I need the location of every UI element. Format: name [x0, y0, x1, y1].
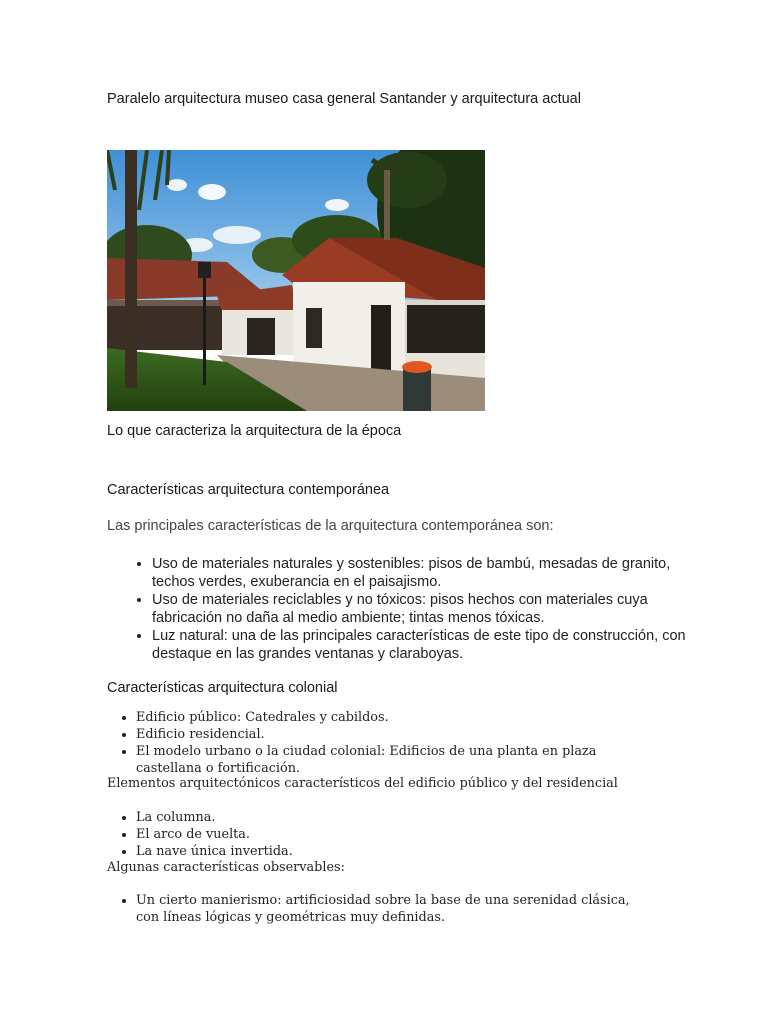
contemporanea-list: [107, 555, 692, 663]
list-item: • Edificio público: Catedrales y cabildos.: [136, 709, 656, 726]
colonial-list: [107, 709, 656, 777]
list-item: • El arco de vuelta.: [136, 826, 656, 843]
heading-contemporanea: Características arquitectura contemporánea: [107, 482, 390, 498]
elementos-list: [107, 809, 656, 860]
list-item: • Luz natural: una de las principales características de este tipo de construcción, con destaque en las grandes ventanas y claraboyas.: [152, 627, 692, 663]
photo-illustration: [107, 150, 485, 411]
elementos-intro: Elementos arquitectónicos característicos del edificio público y del residencial: [107, 776, 618, 791]
algunas-list: [107, 892, 636, 926]
list-item: • Uso de materiales reciclables y no tóxicos: pisos hechos con materiales cuya fabricación no daña al medio ambiente; tintas menos tóxicas.: [152, 591, 692, 627]
list-item: • Uso de materiales naturales y sostenibles: pisos de bambú, mesadas de granito, techos verdes, exuberancia en el paisajismo.: [152, 555, 692, 591]
intro-contemporanea: Las principales características de la arquitectura contemporánea son:: [107, 518, 554, 534]
list-item: • Un cierto manierismo: artificiosidad sobre la base de una serenidad clásica, con líneas lógicas y geométricas muy definidas.: [136, 892, 636, 926]
document-title: Paralelo arquitectura museo casa general Santander y arquitectura actual: [107, 91, 581, 107]
colonial-house-photo: [107, 150, 485, 411]
list-item: • La nave única invertida.: [136, 843, 656, 860]
list-item: • La columna.: [136, 809, 656, 826]
list-item: • El modelo urbano o la ciudad colonial: Edificios de una planta en plaza castellana o fortificación.: [136, 743, 656, 777]
algunas-intro: Algunas características observables:: [107, 860, 345, 875]
list-item: • Edificio residencial.: [136, 726, 656, 743]
heading-epoca: Lo que caracteriza la arquitectura de la época: [107, 423, 402, 439]
heading-colonial: Características arquitectura colonial: [107, 680, 338, 696]
